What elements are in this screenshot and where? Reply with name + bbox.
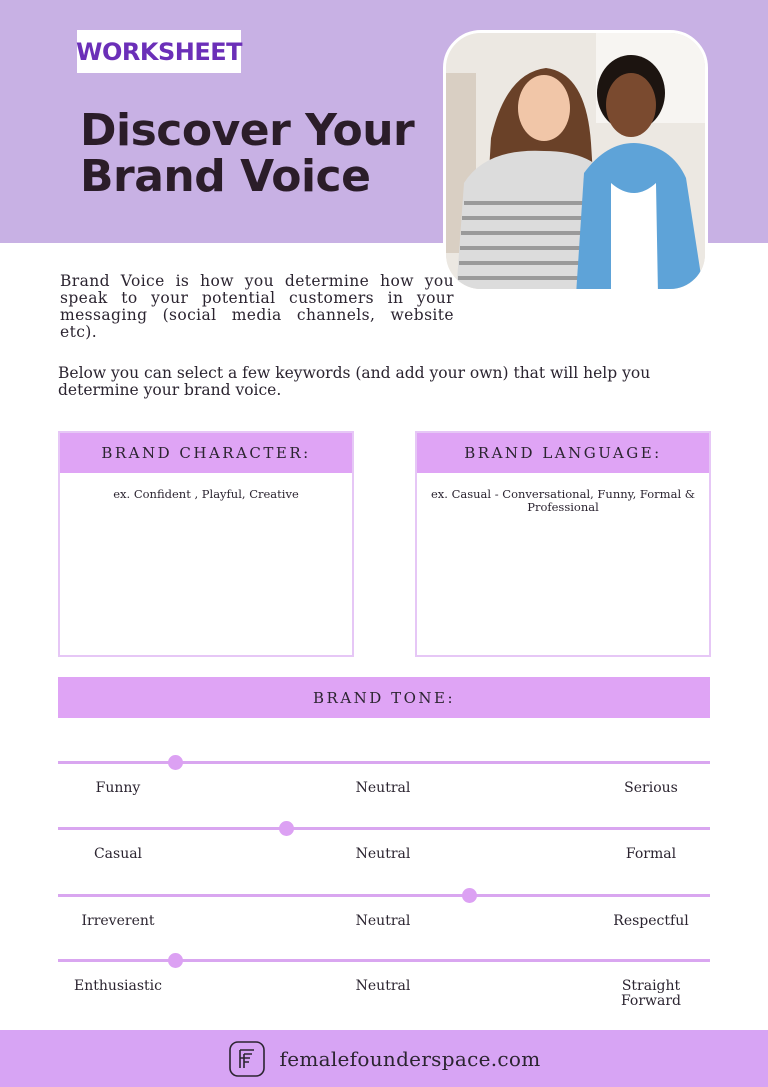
two-women-photo-illustration <box>446 33 708 292</box>
worksheet-tag-label: WORKSHEET <box>76 37 242 66</box>
slider-handle[interactable] <box>279 821 294 836</box>
footer-site-link[interactable]: femalefounderspace.com <box>279 1046 541 1071</box>
slider-label-middle: Neutral <box>355 780 411 796</box>
slider-track[interactable] <box>58 894 710 897</box>
slider-label-left: Casual <box>93 846 143 862</box>
brand-character-hint: ex. Confident , Playful, Creative <box>113 487 299 501</box>
brand-character-box <box>58 431 354 657</box>
brand-character-heading: BRAND CHARACTER: <box>60 433 352 473</box>
tone-slider-irreverent-respectful[interactable] <box>58 894 710 954</box>
slider-track[interactable] <box>58 959 710 962</box>
slider-label-right: Serious <box>624 780 678 796</box>
tone-slider-funny-serious[interactable] <box>58 761 710 821</box>
brand-language-heading: BRAND LANGUAGE: <box>417 433 709 473</box>
hero-photo <box>443 30 708 292</box>
slider-track[interactable] <box>58 827 710 830</box>
slider-handle[interactable] <box>168 755 183 770</box>
slider-label-left: Irreverent <box>81 913 155 929</box>
brand-tone-heading: BRAND TONE: <box>58 677 710 718</box>
slider-label-middle: Neutral <box>355 913 411 929</box>
slider-label-left: Funny <box>95 780 141 796</box>
slider-label-right: Formal <box>625 846 677 862</box>
footer-bar <box>0 1030 768 1087</box>
slider-handle[interactable] <box>462 888 477 903</box>
slider-label-middle: Neutral <box>355 846 411 862</box>
slider-track[interactable] <box>58 761 710 764</box>
brand-language-box <box>415 431 711 657</box>
page-title <box>80 105 440 202</box>
tone-slider-enthusiastic-straight-forward[interactable] <box>58 959 710 1019</box>
brand-language-hint: ex. Casual - Conversational, Funny, Formal & Professional <box>430 487 696 514</box>
slider-label-right: Respectful <box>613 913 689 929</box>
intro-paragraph: Brand Voice is how you determine how you speak to your potential customers in your messaging (social media channels, website etc). <box>60 272 454 341</box>
slider-label-right: Straight Forward <box>620 978 682 1009</box>
ff-monogram-icon <box>228 1040 266 1078</box>
slider-label-middle: Neutral <box>355 978 411 994</box>
worksheet-tag <box>77 30 241 73</box>
slider-handle[interactable] <box>168 953 183 968</box>
instruction-paragraph: Below you can select a few keywords (and add your own) that will help you determine your brand voice. <box>58 364 651 399</box>
page-title-line-2: Brand Voice <box>80 151 371 202</box>
page-title-line-1: Discover Your <box>80 105 415 156</box>
tone-slider-casual-formal[interactable] <box>58 827 710 887</box>
slider-label-left: Enthusiastic <box>73 978 163 994</box>
